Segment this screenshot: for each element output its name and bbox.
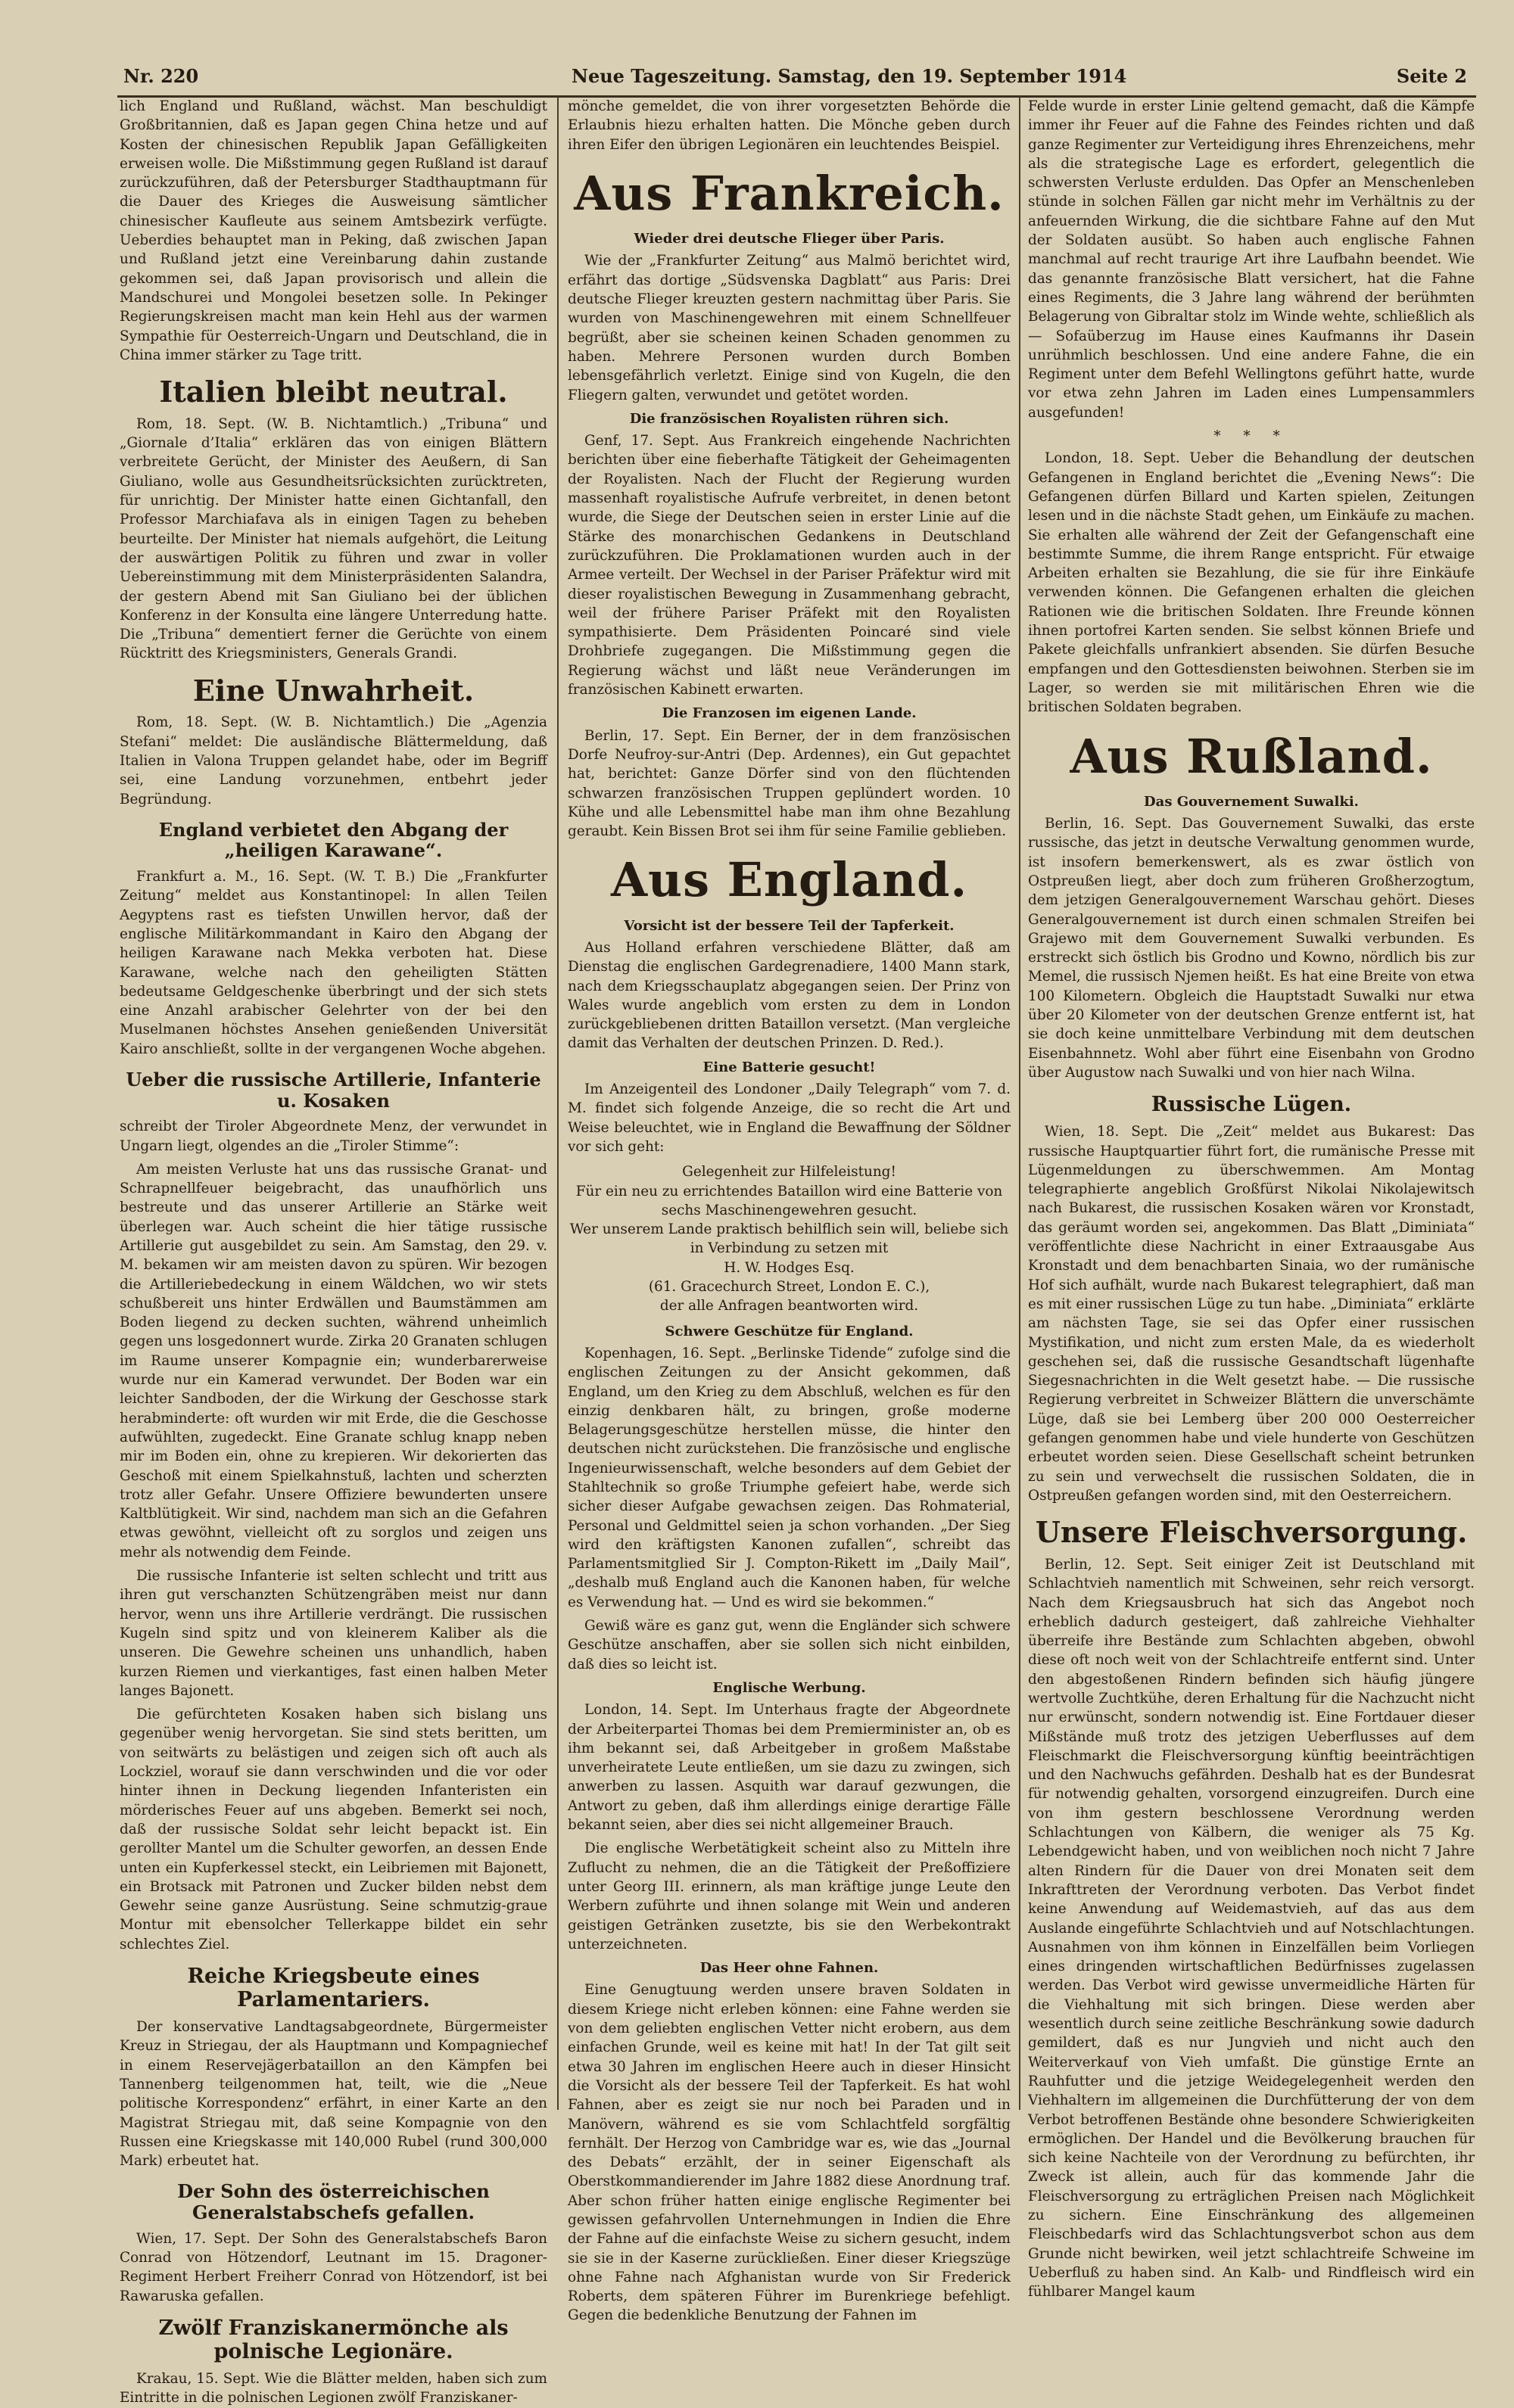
- article-subheading: Die Franzosen im eigenen Lande.: [662, 705, 917, 722]
- article-headline: Reiche Kriegsbeute eines Parlamentariers.: [187, 1964, 480, 2012]
- article-headline: Zwölf Franziskanermönche als polnische Legionäre.: [158, 2316, 509, 2363]
- column-1: [120, 97, 547, 2406]
- column-2: [568, 97, 1011, 2324]
- advertisement-line: H. W. Hodges Esq.: [724, 1259, 855, 1276]
- column-rule-1: [557, 97, 559, 2110]
- page-number: Seite 2: [1396, 65, 1467, 87]
- article-paragraph: lich England und Rußland, wächst. Man beschuldigt Großbritannien, daß es Japan gegen China hetze und auf Kosten der chinesischen Republik Japan Gefälligkeiten erweisen wolle. Die Mißstimmung gegen Rußland ist darauf zurückzuführen, daß der Petersburger Stadthauptmann für die Dauer des Krieges die Ausweisung sämtlicher chinesischer Kaufleute aus seinem Amtsbezirk verfügte. Ueberdies behauptet man in Peking, daß zwischen Japan und Rußland jetzt eine Vereinbarung dahin zustande gekommen sei, daß Japan provisorisch und allein die Mandschurei und Mongolei besetzen solle. In Pekinger Regierungskreisen macht man kein Hehl aus der warmen Sympathie für Oesterreich-Ungarn und Deutschland, die in China immer stärker zu Tage tritt.: [120, 98, 547, 363]
- article-paragraph: Am meisten Verluste hat uns das russische Granat- und Schrapnellfeuer beigebracht, das unaufhörlich uns bestreute und das unserer Artillerie an Stärke weit überlegen war. Auch scheint die hier tätige russische Artillerie gut ausgebildet zu sein. Am Samstag, den 29. v. M. bekamen wir am meisten davon zu spüren. Wir bezogen die Artilleriebedeckung in einem Wäldchen, wo wir stets schußbereit uns hinter Erdwällen und Baumstämmen am Boden liegend zu decken suchten, während unheimlich gegen uns losgedonnert wurde. Zirka 20 Granaten schlugen im Raume unserer Kompagnie ein; wunderbarerweise wurde nur ein Kamerad verwundet. Der Boden war ein leichter Sandboden, der die Wirkung der Geschosse stark herabminderte: oft wurden wir mit Erde, die die Geschosse aufwühlten, zugedeckt. Eine Granate schlug knapp neben mir im Boden ein, ohne zu krepieren. Wir dekorierten das Geschoß mit einem Spielkahnstuß, lachten und scherzten trotz aller Gefahr. Unsere Offiziere bewunderten unsere Kaltblütigkeit. Wir sind, nachdem man sich an die Gefahren etwas gewöhnt, vielleicht oft zu sorglos und zeigen uns mehr als notwendig dem Feinde.: [120, 1161, 547, 1560]
- section-separator: * * *: [1213, 428, 1289, 445]
- article-paragraph: Der konservative Landtagsabgeordnete, Bürgermeister Kreuz in Striegau, der als Hauptmann und Kompagniechef in einem Reservejägerbataillon an den Kämpfen bei Tannenberg teilgenommen hat, teilt, wie die „Neue politische Korrespondenz“ erfährt, in einer Karte an den Magistrat Striegau mit, daß seine Kompagnie von den Russen eine Kriegskasse mit 140,000 Rubel (rund 300,000 Mark) erbeutet hat.: [120, 2019, 547, 2170]
- article-paragraph: Rom, 18. Sept. (W. B. Nichtamtlich.) Die „Agenzia Stefani“ meldet: Die ausländische Blättermeldung, daß Italien in Valona Truppen gelandet habe, oder im Begriff sei, eine Landung vorzunehmen, entbehrt jeder Begründung.: [120, 714, 547, 807]
- article-paragraph: Aus Holland erfahren verschiedene Blätter, daß am Dienstag die englischen Gardegrenadiere, 1400 Mann stark, nach dem Kriegsschauplatz abgegangen seien. Der Prinz von Wales wurde angeblich vom ersten zu dem in London zurückgebliebenen dritten Bataillon versetzt. (Man vergleiche damit das Verhalten der deutschen Prinzen. D. Red.).: [568, 939, 1011, 1052]
- article-paragraph: Frankfurt a. M., 16. Sept. (W. T. B.) Die „Frankfurter Zeitung“ meldet aus Konstantinopel: In allen Teilen Aegyptens rast es tiefsten Unwillen hervor, daß der englische Militärkommandant in Kairo den Abgang der heiligen Karawane nach Mekka verboten hat. Diese Karawane, welche nach den geheiligten Stätten bedeutsame Geldgeschenke überbringt und der sich stets eine Anzahl arabischer Gelehrter von der bei den Muselmanen höchstes Ansehen genießenden Universität Kairo anschließt, sollte in der vergangenen Woche abgehen.: [120, 869, 547, 1057]
- advertisement-line: (61. Gracechurch Street, London E. C.),: [648, 1279, 930, 1296]
- article-headline: Aus Rußland.: [1070, 728, 1433, 784]
- article-paragraph: Berlin, 16. Sept. Das Gouvernement Suwalki, das erste russische, das jetzt in deutsche Verwaltung genommen wurde, ist insofern bemerkenswert, als es zwar östlich von Ostpreußen liegt, aber doch zum früheren Großherzogtum, dem jetzigen Generalgouvernement Warschau gehört. Dieses Generalgouvernement ist durch einen schmalen Streifen bei Grajewo mit dem Gouvernement Suwalki verbunden. Es erstreckt sich östlich bis Grodno und Kowno, nördlich bis zur Memel, die russisch Njemen heißt. Es hat eine Breite von etwa 100 Kilometern. Obgleich die Hauptstadt Suwalki nur etwa über 20 Kilometer von der deutschen Grenze entfernt ist, hat sie doch keine unmittelbare Verbindung mit dem deutschen Eisenbahnnetz. Wohl aber führt eine Eisenbahn von Grodno über Augustow nach Suwalki und von hier nach Wilna.: [1028, 816, 1475, 1081]
- article-subheading: Englische Werbung.: [712, 1679, 866, 1696]
- article-paragraph: Wien, 18. Sept. Die „Zeit“ meldet aus Bukarest: Das russische Hauptquartier führt fort, die rumänische Presse mit Lügenmeldungen zu überschwemmen. Am Montag telegraphierte angeblich Großfürst Nikolai Nikolajewitsch nach Bukarest, die russischen Kosaken wären vor Kronstadt, das geräumt worden sei, angekommen. Das Blatt „Diminiata“ veröffentlichte diese Nachricht in einer Extraausgabe Aus Kronstadt und dem benachbarten Sinaia, wo der rumänische Hof sich aufhält, wurde nach Bukarest telegraphiert, daß man es mit einer russischen Lüge zu tun habe. „Diminiata“ erklärte am nächsten Tage, sie sei das Opfer einer russischen Mystifikation, und nicht zum ersten Male, da es wiederholt geschehen sei, daß die russische Gesandtschaft lügenhafte Siegesnachrichten in die Welt gesetzt habe. — Die russische Regierung verbreitet in Schweizer Blättern die unverschämte Lüge, daß sie bei Lemberg über 200 000 Oesterreicher gefangen genommen habe und viele hunderte von Geschützen erbeutet worden seien. Diese Gesellschaft scheint betrunken zu sein und verwechselt die russischen Soldaten, die in Ostpreußen gefangen worden sind, mit den Oesterreichern.: [1028, 1124, 1475, 1504]
- quoted-advertisement: [568, 1162, 1011, 1315]
- article-headline: Russische Lügen.: [1151, 1093, 1352, 1117]
- article-subheading: Vorsicht ist der bessere Teil der Tapferkeit.: [624, 917, 955, 934]
- article-paragraph: Die russische Infanterie ist selten schlecht und tritt aus ihren gut verschanzten Schützengräben meist nur dann hervor, wenn uns ihre Artillerie verdrängt. Die russischen Kugeln sind spitz und von kleinerem Kaliber als die unseren. Die Gewehre scheinen uns unhandlich, haben kurzen Riemen und vierkantiges, fast einen halben Meter langes Bajonett.: [120, 1568, 547, 1699]
- article-headline: Der Sohn des österreichischen Generalstabschefs gefallen.: [177, 2180, 490, 2224]
- masthead: [117, 62, 1476, 98]
- article-paragraph: Eine Genugtuung werden unsere braven Soldaten in diesem Kriege nicht erleben können: eine Fahne werden sie von dem geliebten englischen Vetter nicht erobern, aus dem einfachen Grunde, weil es keine mit hat! In der Tat gilt seit etwa 30 Jahren im englischen Heere auch in dieser Hinsicht die Vorsicht als der bessere Teil der Tapferkeit. Es hat wohl Fahnen, aber es zeigt sie nur noch bei Paraden und in Manövern, während es sie vom Schlachtfeld sorgfältig fernhält. Der Herzog von Cambridge war es, wie das „Journal des Debats“ erzählt, der in seiner Eigenschaft als Oberstkommandierender im Jahre 1882 diese Anordnung traf. Aber schon früher hatten einige englische Regimenter bei gewissen gefahrvollen Unternehmungen in Indien die Ehre der Fahne auf die einfachste Weise zu sichern gesucht, indem sie sie in der Kaserne zurückließen. Einer dieser Kriegszüge ohne Fahne nach Afghanistan wurde von Sir Frederick Roberts, dem späteren Führer im Burenkriege befehligt. Gegen die bedenkliche Benutzung der Fahnen im: [568, 1982, 1011, 2324]
- article-paragraph: Krakau, 15. Sept. Wie die Blätter melden, haben sich zum Eintritte in die polnischen Legionen zwölf Franziskaner-: [120, 2370, 547, 2406]
- article-paragraph: Die gefürchteten Kosaken haben sich bislang uns gegenüber wenig hervorgetan. Sie sind stets beritten, um von seitwärts zu belästigen und zeigen sich oft auch als Lockziel, worauf sie dann verschwinden und die vor oder hinter ihnen in Deckung liegenden Infanteristen ein mörderisches Feuer auf uns abgeben. Bemerkt sei noch, daß der russische Soldat sehr leicht bepackt ist. Ein gerollter Mantel um die Schulter geworfen, an dessen Ende unten ein Kupferkessel steckt, ein Leibriemen mit Bajonett, ein Brotsack mit Patronen und Zucker bilden nebst dem Gewehr seine ganze Ausrüstung. Seine schmutzig-graue Montur mit ebensolcher Tellerkappe bildet ein sehr schlechtes Ziel.: [120, 1706, 547, 1952]
- article-headline: Aus Frankreich.: [574, 165, 1005, 221]
- article-headline: Italien bleibt neutral.: [159, 375, 508, 409]
- article-headline: England verbietet den Abgang der „heiligen Karawane“.: [158, 818, 509, 862]
- article-subheading: Die französischen Royalisten rühren sich.: [629, 410, 949, 427]
- article-subheading: Das Gouvernement Suwalki.: [1144, 793, 1359, 810]
- article-paragraph: London, 14. Sept. Im Unterhaus fragte der Abgeordnete der Arbeiterpartei Thomas bei dem Premierminister an, ob es ihm bekannt sei, daß Arbeitgeber in großem Maßstabe unverheiratete Leute entließen, um sie dazu zu zwingen, sich anwerben zu lassen. Asquith war darauf gezwungen, die Antwort zu geben, daß ihm allerdings einige derartige Fälle bekannt seien, aber dies sei nicht allgemeiner Brauch.: [568, 1702, 1011, 1834]
- article-paragraph: Rom, 18. Sept. (W. B. Nichtamtlich.) „Tribuna“ und „Giornale d’Italia“ erklären das von einigen Blättern verbreitete Gerücht, der Minister des Aeußern, di San Giuliano, wolle aus Gesundheitsrücksichten zurücktreten, für unrichtig. Der Minister hatte einen Gichtanfall, den Professor Marchiafava als in einigen Tagen zu beheben beurteilte. Der Minister hat niemals aufgehört, die Leitung der auswärtigen Politik zu führen und zwar in voller Uebereinstimmung mit dem Ministerpräsidenten Salandra, der gestern Abend mit San Giuliano bei der üblichen Konferenz in der Konsulta eine längere Unterredung hatte. Die „Tribuna“ dementiert ferner die Gerüchte von einem Rücktritt des Kriegsministers, Generals Grandi.: [120, 415, 547, 662]
- article-paragraph: Genf, 17. Sept. Aus Frankreich eingehende Nachrichten berichten über eine fieberhafte Tätigkeit der Geheimagenten der Royalisten. Nach der Flucht der Regierung wurden massenhaft royalistische Aufrufe verbreitet, in denen betont wurde, die Siege der Deutschen seien in erster Linie auf die Stärke des monarchischen Gedankens in Deutschland zurückzuführen. Die Proklamationen wurden auch in der Armee verteilt. Der Wechsel in der Pariser Präfektur wird mit dieser royalistischen Bewegung in Zusammenhang gebracht, weil der frühere Pariser Präfekt mit den Royalisten sympathisierte. Dem Präsidenten Poincaré sind viele Drohbriefe zugegangen. Die Mißstimmung gegen die Regierung wächst und läßt neue Veränderungen im französischen Kabinett erwarten.: [568, 433, 1011, 698]
- article-headline: Ueber die russische Artillerie, Infanterie u. Kosaken: [126, 1069, 541, 1112]
- newspaper-title-date: Neue Tageszeitung. Samstag, den 19. September 1914: [572, 65, 1127, 87]
- advertisement-line: der alle Anfragen beantworten wird.: [659, 1298, 919, 1314]
- article-paragraph: Berlin, 17. Sept. Ein Berner, der in dem französischen Dorfe Neufroy-sur-Antri (Dep. Ardennes), ein Gut gepachtet hat, berichtet: Ganze Dörfer sind von den flüchtenden schwarzen französischen Truppen geplündert worden. 10 Kühe und alle Lebensmittel habe man ihm ohne Bezahlung geraubt. Kein Bissen Brot sei ihm für seine Familie geblieben.: [568, 727, 1011, 840]
- article-paragraph: Gewiß wäre es ganz gut, wenn die Engländer sich schwere Geschütze anschaffen, aber sie sollen sich nicht einbilden, daß dies so leicht ist.: [568, 1618, 1011, 1672]
- advertisement-line: Wer unserem Lande praktisch behilflich sein will, beliebe sich in Verbindung zu setzen mit: [569, 1221, 1009, 1257]
- issue-number: Nr. 220: [123, 65, 199, 87]
- article-paragraph: Die englische Werbetätigkeit scheint also zu Mitteln ihre Zuflucht zu nehmen, die an die Tätigkeit der Preßoffiziere unter Georg III. erinnern, als man kräftige junge Leute den Werbern zuführte und ihnen solange mit Wein und anderen geistigen Getränken zusetzte, bis sie den Werbekontrakt unterzeichneten.: [568, 1840, 1011, 1952]
- article-paragraph: Felde wurde in erster Linie geltend gemacht, daß die Kämpfe immer ihr Feuer auf die Fahne des Feindes richten und daß ganze Regimenter zur Verteidigung ihres Ehrenzeichens, mehr als die strategische Lage es erfordert, gelegentlich die schwersten Verluste erdulden. Das Opfer an Menschenleben stünde in solchen Fällen gar nicht mehr im Verhältnis zu der anfeuernden Wirkung, die die sichtbare Fahne auf den Mut der Soldaten ausübt. So haben auch englische Fahnen manchmal auf recht traurige Art ihre Laufbahn beendet. Wie das genannte französische Blatt versichert, hat die Fahne eines Regiments, die 3 Jahre lang während der berühmten Belagerung von Gibraltar stolz im Winde wehte, schließlich als — Sofaüberzug im Hause eines Kaufmanns ihr Dasein unrühmlich beschlossen. Und eine andere Fahne, die ein Regiment unter dem Befehl Wellingtons geführt hatte, wurde vor etwa zehn Jahren im Laden eines Lumpensammlers ausgefunden!: [1028, 98, 1475, 421]
- article-paragraph: schreibt der Tiroler Abgeordnete Menz, der verwundet in Ungarn liegt, olgendes an die „Tiroler Stimme“:: [120, 1118, 547, 1154]
- article-paragraph: Wie der „Frankfurter Zeitung“ aus Malmö berichtet wird, erfährt das dortige „Südsvenska Dagblatt“ aus Paris: Drei deutsche Flieger kreuzten gestern nachmittag über Paris. Sie wurden von Maschinengewehren mit einem Schnellfeuer begrüßt, aber sie scheinen keinen Schaden genommen zu haben. Mehrere Personen wurden durch Bomben lebensgefährlich verletzt. Einige sind von Kugeln, die den Fliegern galten, verwundet und getötet worden.: [568, 253, 1011, 403]
- article-paragraph: mönche gemeldet, die von ihrer vorgesetzten Behörde die Erlaubnis hiezu erhalten hatten. Die Mönche geben durch ihren Eifer den übrigen Legionären ein leuchtendes Beispiel.: [568, 98, 1011, 153]
- article-subheading: Schwere Geschütze für England.: [665, 1323, 914, 1339]
- article-paragraph: Berlin, 12. Sept. Seit einiger Zeit ist Deutschland mit Schlachtvieh namentlich mit Schweinen, sehr reich versorgt. Nach dem Kriegsausbruch hat sich das Angebot noch erheblich dadurch gesteigert, daß zahlreiche Viehhalter überreife ihre Bestände zum Schlachten abgeben, obwohl diese oft noch weit von der Schlachtreife entfernt sind. Unter den abgestoßenen Rindern befinden sich häufig jüngere wertvolle Zuchtkühe, deren Erhaltung für die Nachzucht nicht nur erwünscht, sondern notwendig ist. Eine Fortdauer dieser Mißstände muß trotz des jetzigen Ueberflusses auf dem Fleischmarkt die Fleischversorgung künftig beeinträchtigen und den Nachwuchs gefährden. Deshalb hat es der Bundesrat für notwendig gehalten, vorsorgend einzugreifen. Durch eine von ihm gestern beschlossene Verordnung werden Schlachtungen von Kälbern, die weniger als 75 Kg. Lebendgewicht haben, und von weiblichen noch nicht 7 Jahre alten Rindern für die Dauer von drei Monaten seit dem Inkrafttreten der Verordnung verboten. Das Verbot findet keine Anwendung auf Weidemastvieh, auf das aus dem Auslande eingeführte Schlachtvieh und auf Notschlachtungen. Ausnahmen von ihm können in Einzelfällen beim Vorliegen eines dringenden wirtschaftlichen Bedürfnisses zugelassen werden. Das Verbot wird gewisse unvermeidliche Härten für die Viehhaltung mit sich bringen. Diese werden aber wesentlich durch seine zeitliche Beschränkung sowie dadurch gemildert, daß es nur Jungvieh und nicht auch den Weiterverkauf von Vieh umfaßt. Die günstige Ernte an Rauhfutter und die jetzige Weidegelegenheit werden den Viehhaltern im allgemeinen die Durchfütterung der von dem Verbot betroffenen Bestände ohne besondere Schwierigkeiten ermöglichen. Der Handel und die Bevölkerung brauchen für sich keine Nachteile von der Verordnung zu befürchten, ihr Zweck ist allein, auch für das kommende Jahr die Fleischversorgung zu erträglichen Preisen nach Möglichkeit zu sichern. Eine Einschränkung des allgemeinen Fleischbedarfs wird das Schlachtungsverbot schon aus dem Grunde nicht bewirken, weil jetzt schlachtreife Schweine im Ueberfluß zu haben sind. An Kalb- und Rindfleisch wird ein fühlbarer Mangel kaum: [1028, 1556, 1475, 2301]
- advertisement-line: Gelegenheit zur Hilfeleistung!: [682, 1164, 896, 1181]
- article-headline: Aus England.: [610, 852, 968, 908]
- article-subheading: Das Heer ohne Fahnen.: [699, 1960, 879, 1977]
- article-paragraph: Kopenhagen, 16. Sept. „Berlinske Tidende“ zufolge sind die englischen Zeitungen zu der Ansicht gekommen, daß England, um den Krieg zu dem Abschluß, welchen es für den einzig denkbaren hält, zu bringen, große moderne Belagerungsgeschütze herstellen müsse, die hinter den deutschen nicht zurückstehen. Die französische und englische Ingenieurwissenschaft, welche besonders auf dem Gebiet der Stahltechnik so große Triumphe gefeiert habe, werde sich sicher dieser Aufgabe gewachsen zeigen. Das Rohmaterial, Personal und Geldmittel seien ja schon vorhanden. „Der Sieg wird den kräftigsten Kanonen zufallen“, schreibt das Parlamentsmitglied Sir J. Compton-Rikett im „Daily Mail“, „deshalb muß England auch die Kanonen haben, für welche es Verwendung hat. — Und es wird sie bekommen.“: [568, 1345, 1011, 1610]
- article-headline: Eine Unwahrheit.: [192, 673, 475, 708]
- article-paragraph: Im Anzeigenteil des Londoner „Daily Telegraph“ vom 7. d. M. findet sich folgende Anzeige, die so recht die Art und Weise beleuchtet, wie in England die Bewaffnung der Söldner vor sich geht:: [568, 1081, 1011, 1155]
- advertisement-line: Für ein neu zu errichtendes Bataillon wird eine Batterie von sechs Maschinengewehren gesucht.: [575, 1183, 1003, 1218]
- column-rule-2: [1019, 97, 1020, 2110]
- article-paragraph: London, 18. Sept. Ueber die Behandlung der deutschen Gefangenen in England berichtet die „Evening News“: Die Gefangenen dürfen Billard und Karten spielen, Zeitungen lesen und in die nächste Stadt gehen, um Einkäufe zu machen. Sie erhalten alle während der Zeit der Gefangenschaft eine bestimmte Summe, die ihrem Range entspricht. Für etwaige Arbeiten erhalten sie Bezahlung, die sie für ihre Einkäufe verwenden können. Die Gefangenen erhalten die gleichen Rationen wie die britischen Soldaten. Ihre Freunde können ihnen portofrei Karten senden. Sie selbst können Briefe und Pakete gleichfalls unfrankiert absenden. Sie dürfen Besuche empfangen und den Gottesdiensten beiwohnen. Sterben sie im Lager, so werden sie mit militärischen Ehren wie die britischen Soldaten begraben.: [1028, 450, 1475, 716]
- article-headline: Unsere Fleischversorgung.: [1035, 1515, 1468, 1550]
- article-paragraph: Wien, 17. Sept. Der Sohn des Generalstabschefs Baron Conrad von Hötzendorf, Leutnant im 15. Dragoner-Regiment Herbert Freiherr Conrad von Hötzendorf, ist bei Rawaruska gefallen.: [120, 2230, 547, 2304]
- article-subheading: Eine Batterie gesucht!: [702, 1059, 876, 1075]
- article-subheading: Wieder drei deutsche Flieger über Paris.: [634, 231, 945, 247]
- column-3: [1028, 97, 1475, 2301]
